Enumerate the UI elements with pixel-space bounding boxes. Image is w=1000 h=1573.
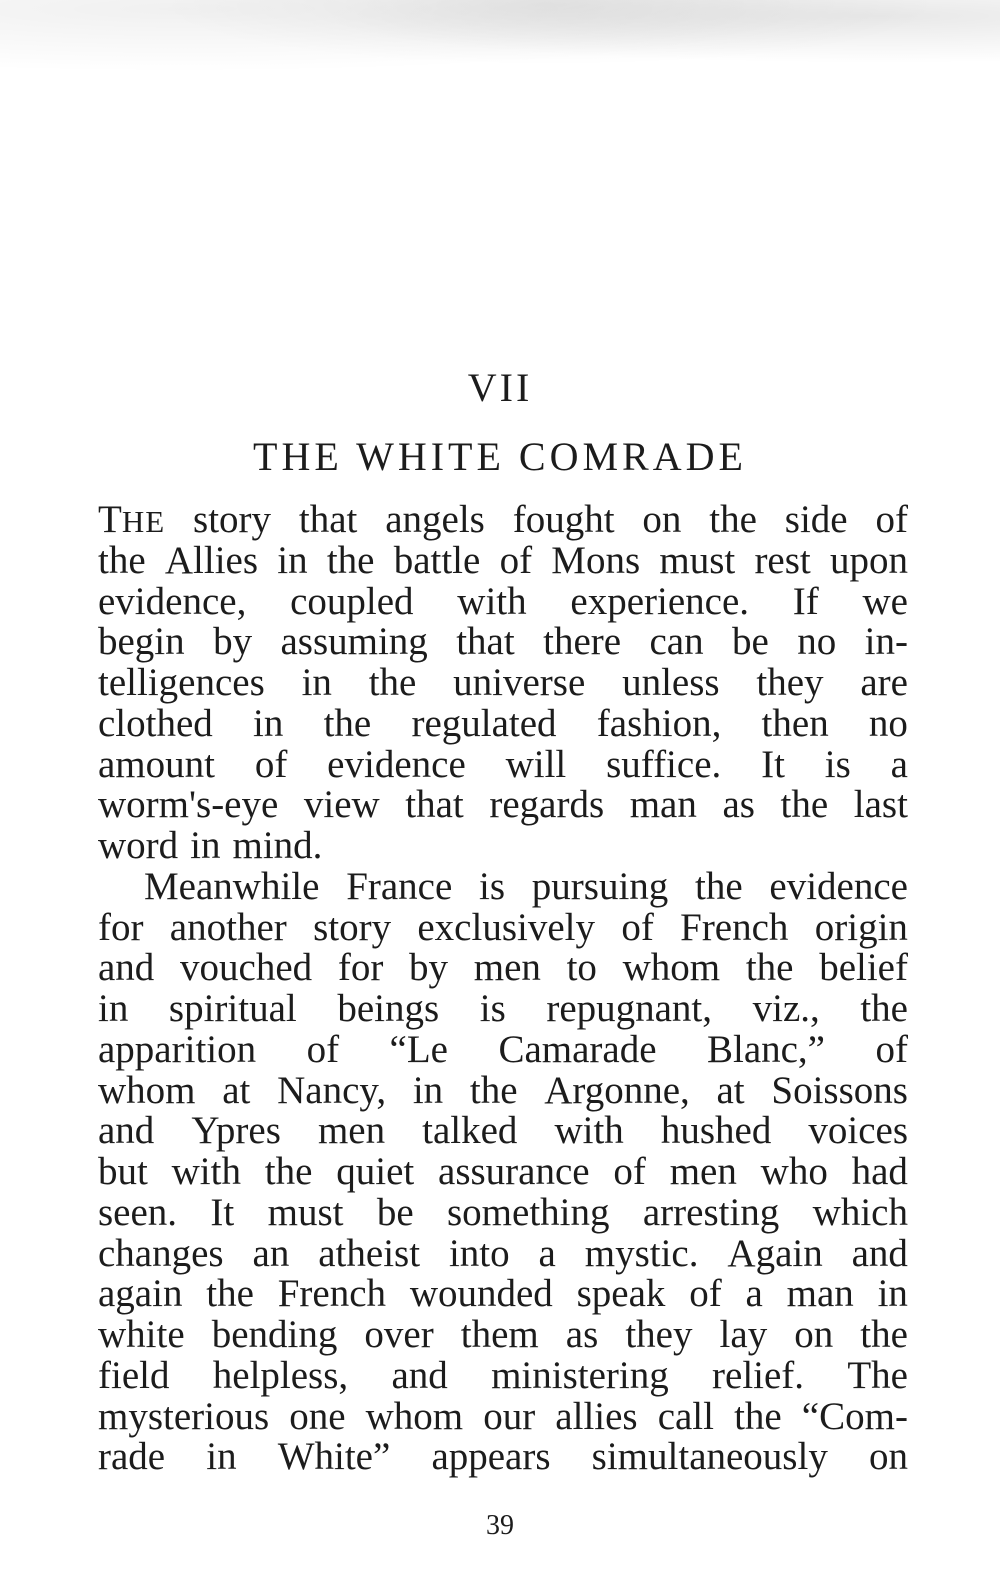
word: Allies bbox=[164, 538, 259, 582]
text-line bbox=[98, 1027, 908, 1071]
word: the bbox=[206, 1272, 254, 1316]
word: clothed bbox=[98, 701, 213, 745]
text-line bbox=[98, 1353, 908, 1397]
word: in bbox=[190, 824, 221, 867]
word: origin bbox=[814, 905, 908, 949]
word: is bbox=[479, 987, 506, 1030]
word: men bbox=[669, 1150, 737, 1193]
word: of bbox=[875, 1027, 908, 1071]
word: whom bbox=[622, 946, 721, 990]
word: the bbox=[780, 783, 829, 827]
text-line bbox=[98, 701, 908, 745]
word: Nancy, bbox=[277, 1068, 387, 1112]
word: universe bbox=[453, 661, 586, 704]
word: over bbox=[364, 1313, 434, 1356]
word: changes bbox=[98, 1231, 224, 1275]
word: our bbox=[483, 1394, 536, 1438]
word: story bbox=[193, 498, 272, 541]
word: man bbox=[786, 1272, 854, 1316]
text-line bbox=[98, 663, 908, 704]
word: which bbox=[812, 1190, 908, 1234]
word: the bbox=[695, 864, 743, 908]
word: with bbox=[554, 1109, 624, 1153]
text-line bbox=[98, 1190, 908, 1234]
word: by bbox=[409, 946, 449, 990]
text-line bbox=[98, 989, 908, 1030]
word: last bbox=[853, 783, 908, 827]
word: then bbox=[761, 701, 829, 745]
word: there bbox=[543, 620, 622, 664]
word: experience. bbox=[570, 579, 750, 623]
word: coupled bbox=[290, 579, 414, 623]
word: THE bbox=[98, 498, 166, 541]
word: of bbox=[306, 1027, 340, 1071]
word: suffice. bbox=[606, 742, 722, 786]
chapter-body bbox=[98, 500, 908, 1478]
word: in- bbox=[864, 620, 908, 664]
word: Soissons bbox=[771, 1068, 908, 1112]
word: no bbox=[868, 701, 908, 745]
text-line bbox=[98, 1111, 908, 1152]
text-line bbox=[98, 500, 908, 541]
word: are bbox=[860, 661, 908, 704]
word: Camarade bbox=[498, 1027, 657, 1071]
text-line bbox=[98, 1152, 908, 1193]
text-line bbox=[98, 538, 908, 582]
word: in bbox=[877, 1272, 908, 1316]
word: the bbox=[745, 946, 794, 990]
word: French bbox=[680, 905, 789, 949]
chapter-title: THE WHITE COMRADE bbox=[253, 434, 747, 479]
text-line bbox=[98, 948, 908, 989]
word: simultaneously bbox=[591, 1435, 828, 1479]
text-line bbox=[98, 864, 908, 908]
word: but bbox=[98, 1150, 148, 1193]
text-line bbox=[98, 1394, 908, 1438]
word: regards bbox=[489, 783, 605, 827]
word: by bbox=[213, 620, 253, 664]
word: had bbox=[851, 1150, 908, 1193]
page-number: 39 bbox=[486, 1510, 514, 1541]
word: of bbox=[613, 1150, 646, 1193]
word: French bbox=[277, 1272, 387, 1316]
word: “Com- bbox=[801, 1394, 908, 1438]
word: in bbox=[412, 1068, 444, 1112]
word: “Le bbox=[389, 1027, 448, 1071]
word: arresting bbox=[642, 1190, 780, 1234]
word: pursuing bbox=[531, 864, 669, 908]
word: whom bbox=[365, 1394, 464, 1438]
word: angels bbox=[385, 498, 485, 541]
word: White” bbox=[277, 1435, 391, 1479]
word: rade bbox=[98, 1435, 166, 1479]
word: call bbox=[657, 1394, 714, 1438]
word: talked bbox=[422, 1109, 518, 1153]
word: another bbox=[169, 905, 287, 949]
word: into bbox=[448, 1231, 510, 1275]
word: of bbox=[621, 905, 654, 949]
word: in bbox=[253, 701, 284, 745]
word: fashion, bbox=[596, 701, 722, 745]
word: one bbox=[289, 1394, 346, 1438]
word: we bbox=[862, 579, 908, 623]
word: evidence bbox=[769, 864, 908, 908]
word: with bbox=[457, 579, 527, 623]
word: belief bbox=[819, 946, 908, 990]
word: as bbox=[722, 783, 755, 827]
word: the bbox=[709, 498, 757, 541]
word: Mons bbox=[551, 538, 641, 582]
word: Ypres bbox=[191, 1109, 281, 1153]
word: in bbox=[277, 538, 308, 582]
word: field bbox=[98, 1353, 170, 1397]
text-line bbox=[98, 622, 908, 663]
word: in bbox=[98, 987, 129, 1030]
word: quiet bbox=[336, 1150, 415, 1193]
word: beings bbox=[337, 987, 440, 1030]
word: in bbox=[301, 661, 332, 704]
word: of bbox=[499, 538, 533, 582]
word: of bbox=[875, 498, 908, 541]
word: helpless, bbox=[212, 1353, 349, 1397]
word: ministering bbox=[491, 1353, 669, 1397]
word: that bbox=[456, 620, 515, 664]
word: the bbox=[264, 1150, 313, 1193]
word: them bbox=[460, 1313, 539, 1356]
word: It bbox=[761, 742, 785, 786]
text-line bbox=[98, 742, 908, 786]
word: with bbox=[171, 1150, 241, 1193]
word: speak bbox=[576, 1272, 666, 1316]
word: hushed bbox=[660, 1109, 772, 1153]
text-line bbox=[98, 1315, 908, 1356]
word: who bbox=[760, 1150, 828, 1193]
word: and bbox=[98, 1109, 155, 1153]
word: exclusively bbox=[417, 905, 595, 949]
word: telligences bbox=[98, 661, 265, 704]
word: of bbox=[254, 742, 288, 786]
text-line bbox=[98, 826, 908, 867]
word: at bbox=[222, 1068, 251, 1112]
word: Again bbox=[727, 1231, 823, 1275]
word: a bbox=[890, 742, 908, 786]
word: on bbox=[794, 1313, 834, 1356]
word: mystic. bbox=[584, 1231, 699, 1275]
word: the bbox=[469, 1068, 518, 1112]
word: wounded bbox=[409, 1272, 553, 1316]
text-line bbox=[98, 1437, 908, 1478]
word: view bbox=[303, 783, 380, 827]
word: vouched bbox=[180, 946, 313, 990]
word: the bbox=[326, 538, 375, 582]
word: is bbox=[824, 742, 851, 786]
word: The bbox=[847, 1353, 908, 1397]
word: repugnant, bbox=[546, 987, 713, 1030]
word: men bbox=[473, 946, 541, 990]
word: begin bbox=[98, 620, 185, 664]
text-line bbox=[98, 905, 908, 949]
word: Argonne, bbox=[544, 1068, 690, 1112]
word: and bbox=[98, 946, 155, 990]
word: fought bbox=[512, 498, 615, 541]
word: they bbox=[756, 661, 824, 704]
word: they bbox=[625, 1313, 693, 1356]
word: and bbox=[851, 1231, 908, 1275]
word: assuming bbox=[280, 620, 428, 664]
word: an bbox=[252, 1231, 290, 1275]
word: the bbox=[860, 987, 908, 1030]
word: white bbox=[98, 1313, 185, 1356]
paragraph bbox=[98, 864, 908, 1479]
word: assurance bbox=[438, 1150, 590, 1193]
word: mind. bbox=[232, 824, 323, 867]
word: the bbox=[368, 661, 417, 704]
word: amount bbox=[98, 742, 215, 786]
text-line bbox=[98, 1068, 908, 1112]
word: viz., bbox=[752, 987, 820, 1030]
word: the bbox=[860, 1313, 908, 1356]
word: apparition bbox=[98, 1027, 257, 1071]
text-line bbox=[98, 579, 908, 623]
word: the bbox=[98, 538, 146, 582]
word: that bbox=[405, 783, 464, 827]
word: France bbox=[346, 864, 453, 908]
word: and bbox=[391, 1353, 448, 1397]
word: for bbox=[98, 905, 144, 949]
word: no bbox=[797, 620, 837, 664]
word: as bbox=[565, 1313, 599, 1356]
word: the bbox=[734, 1394, 782, 1438]
word: Meanwhile bbox=[144, 864, 320, 908]
word: whom bbox=[98, 1068, 196, 1112]
word: bending bbox=[211, 1313, 338, 1356]
word: to bbox=[566, 946, 597, 990]
text-line bbox=[98, 785, 908, 826]
chapter-number: VII bbox=[467, 365, 533, 410]
word: mysterious bbox=[98, 1394, 270, 1438]
word: voices bbox=[808, 1109, 908, 1153]
word: will bbox=[505, 742, 567, 786]
word: evidence bbox=[327, 742, 466, 786]
word: must bbox=[659, 538, 736, 582]
word: allies bbox=[555, 1394, 638, 1438]
text-line bbox=[98, 1231, 908, 1275]
word: Blanc,” bbox=[706, 1027, 825, 1071]
word: be bbox=[732, 620, 769, 664]
word: again bbox=[98, 1272, 183, 1316]
word: a bbox=[745, 1272, 763, 1316]
word: men bbox=[317, 1109, 386, 1153]
word: the bbox=[323, 701, 372, 745]
word: of bbox=[689, 1272, 722, 1316]
word: in bbox=[206, 1435, 237, 1479]
word: lay bbox=[719, 1313, 768, 1356]
word: spiritual bbox=[168, 987, 297, 1030]
word: worm's-eye bbox=[98, 783, 279, 827]
word: regulated bbox=[411, 701, 557, 745]
word: man bbox=[629, 783, 697, 827]
word: a bbox=[538, 1231, 556, 1275]
text-line bbox=[98, 1274, 908, 1315]
word: unless bbox=[622, 661, 720, 704]
word: rest bbox=[754, 538, 811, 582]
word: must bbox=[267, 1190, 344, 1234]
word: side bbox=[784, 498, 848, 541]
word: It bbox=[210, 1190, 235, 1234]
word: battle bbox=[393, 538, 481, 582]
word: something bbox=[447, 1190, 610, 1234]
word: on bbox=[642, 498, 682, 541]
word: seen. bbox=[98, 1190, 178, 1234]
word: story bbox=[313, 905, 392, 949]
word: on bbox=[868, 1435, 908, 1479]
word: relief. bbox=[712, 1353, 805, 1397]
word: is bbox=[479, 864, 506, 908]
word: evidence, bbox=[98, 579, 247, 623]
word: appears bbox=[431, 1435, 551, 1479]
paragraph bbox=[98, 500, 908, 867]
word: for bbox=[337, 946, 384, 990]
word: word bbox=[98, 824, 179, 867]
word: that bbox=[298, 498, 358, 541]
word: If bbox=[792, 579, 819, 623]
word: upon bbox=[829, 538, 908, 582]
scan-noise bbox=[0, 0, 1000, 90]
word: can bbox=[649, 620, 704, 664]
word: be bbox=[376, 1190, 414, 1234]
word: atheist bbox=[318, 1231, 421, 1275]
word: at bbox=[716, 1068, 745, 1112]
